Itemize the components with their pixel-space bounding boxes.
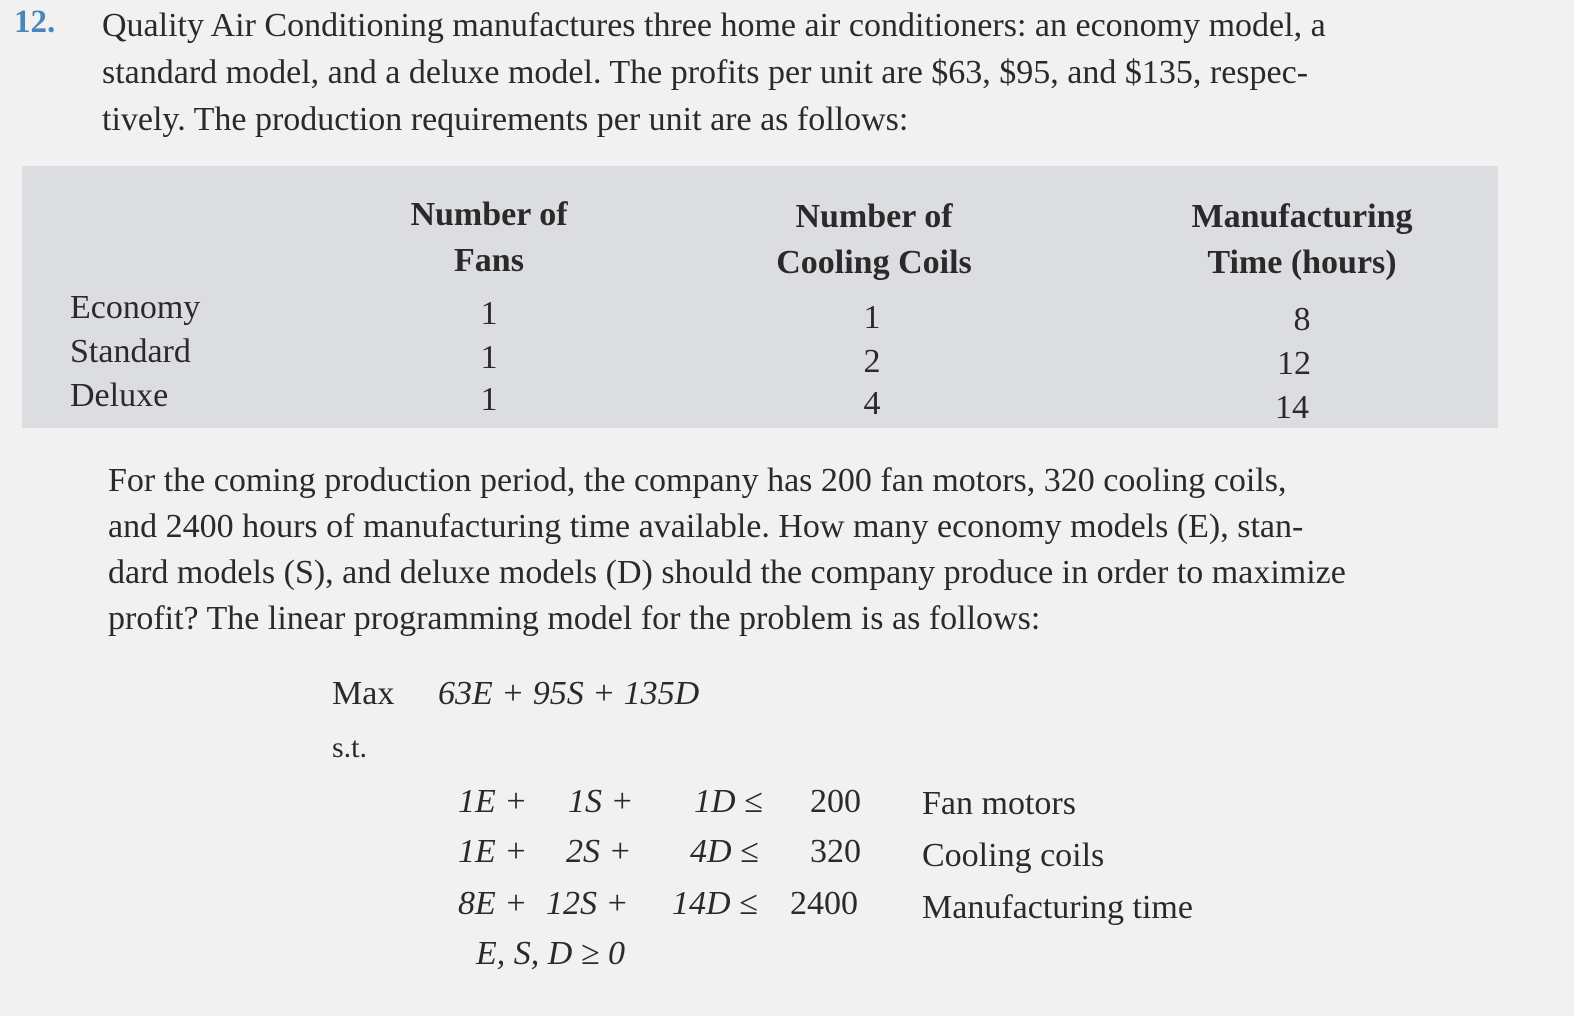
constraint-2-d: 4D ≤ xyxy=(690,833,759,870)
constraint-2-rhs: 320 xyxy=(810,833,861,870)
constraint-2-s: 2S + xyxy=(566,833,632,870)
cell-economy-fans: 1 xyxy=(480,295,498,332)
cell-standard-coils: 2 xyxy=(863,343,881,380)
intro-line: Quality Air Conditioning manufactures three home air conditioners: an economy model, a xyxy=(102,7,1326,44)
cell-economy-coils: 1 xyxy=(863,299,881,336)
intro-line: standard model, and a deluxe model. The profits per unit are $63, $95, and $135, respec- xyxy=(102,54,1309,91)
cell-deluxe-time: 14 xyxy=(1275,389,1309,426)
problem-intro xyxy=(102,2,1522,143)
constraint-1-s: 1S + xyxy=(568,783,634,820)
cell-standard-time: 12 xyxy=(1277,345,1311,382)
header-fans xyxy=(374,192,604,284)
row-label-economy: Economy xyxy=(70,289,201,326)
objective-function: 63E + 95S + 135D xyxy=(438,675,700,712)
constraint-1-rhs: 200 xyxy=(810,783,861,820)
constraint-3-s: 12S + xyxy=(546,885,629,922)
paragraph-line: For the coming production period, the company has 200 fan motors, 320 cooling coils, xyxy=(108,462,1287,499)
header-line: Number of xyxy=(410,196,568,233)
constraint-2-label: Cooling coils xyxy=(922,837,1105,874)
nonnegativity-constraint: E, S, D ≥ 0 xyxy=(476,935,625,972)
requirements-table xyxy=(22,166,1498,428)
row-label-standard: Standard xyxy=(70,333,191,370)
header-manufacturing-time xyxy=(1152,194,1452,286)
constraint-2-e: 1E + xyxy=(458,833,528,870)
row-label-deluxe: Deluxe xyxy=(70,377,169,414)
constraint-3-d: 14D ≤ xyxy=(672,885,758,922)
header-line: Time (hours) xyxy=(1207,244,1397,281)
problem-number: 12. xyxy=(14,4,56,40)
header-line: Cooling Coils xyxy=(776,244,972,281)
paragraph-line: profit? The linear programming model for the problem is as follows: xyxy=(108,600,1041,637)
header-line: Fans xyxy=(454,242,524,279)
constraint-3-label: Manufacturing time xyxy=(922,889,1193,926)
constraint-3-e: 8E + xyxy=(458,885,528,922)
cell-deluxe-fans: 1 xyxy=(480,381,498,418)
intro-line: tively. The production requirements per unit are as follows: xyxy=(102,101,909,138)
cell-standard-fans: 1 xyxy=(480,339,498,376)
cell-economy-time: 8 xyxy=(1293,301,1311,338)
header-cooling-coils xyxy=(734,194,1014,286)
cell-deluxe-coils: 4 xyxy=(863,385,881,422)
constraint-3-rhs: 2400 xyxy=(790,885,858,922)
header-line: Manufacturing xyxy=(1191,198,1413,235)
max-label: Max xyxy=(332,675,395,712)
constraint-1-d: 1D ≤ xyxy=(694,783,763,820)
header-line: Number of xyxy=(795,198,953,235)
problem-paragraph-2 xyxy=(108,458,1508,642)
paragraph-line: dard models (S), and deluxe models (D) should the company produce in order to maximize xyxy=(108,554,1346,591)
subject-to-label: s.t. xyxy=(332,731,368,764)
constraint-1-e: 1E + xyxy=(458,783,528,820)
constraint-1-label: Fan motors xyxy=(922,785,1076,822)
paragraph-line: and 2400 hours of manufacturing time available. How many economy models (E), stan- xyxy=(108,508,1304,545)
